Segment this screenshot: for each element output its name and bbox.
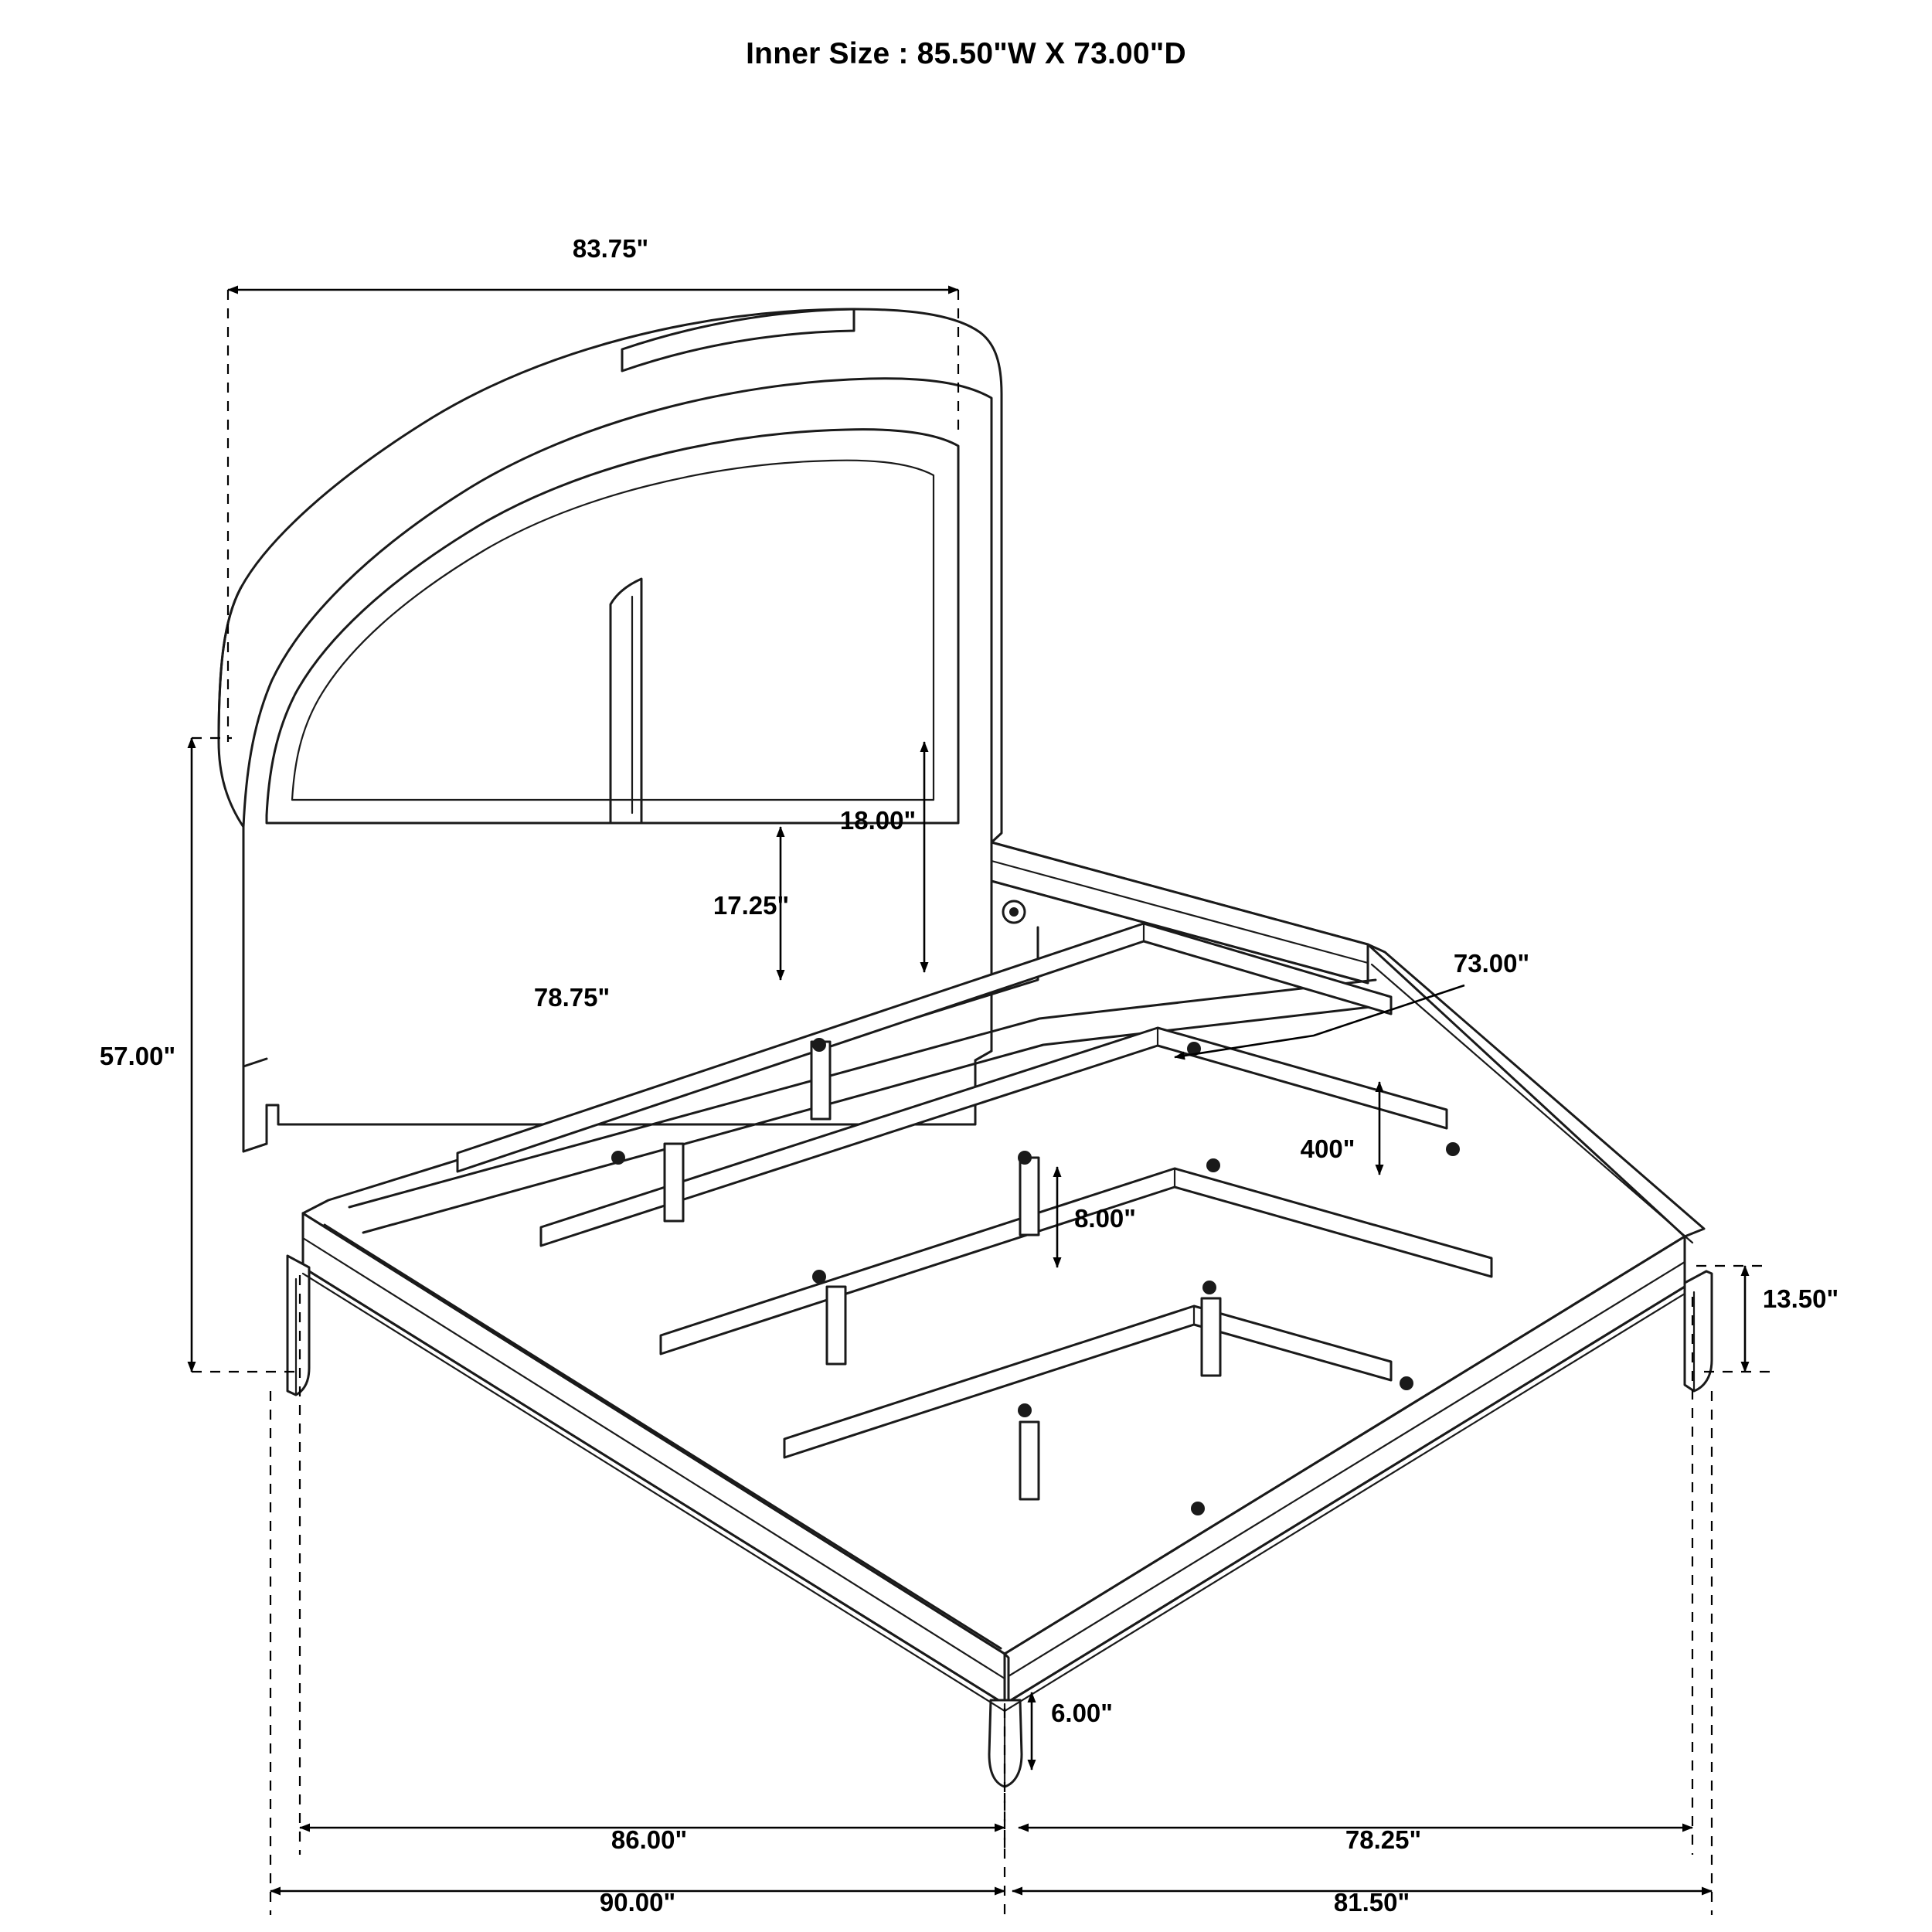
bed-illustration bbox=[219, 309, 1712, 1787]
dimension-headboard-inner bbox=[534, 983, 610, 1012]
dim-label-78-25: 78.25" bbox=[1345, 1825, 1422, 1854]
dimension-side-78-25 bbox=[1019, 1297, 1692, 1855]
dim-label-90-00: 90.00" bbox=[599, 1888, 676, 1917]
dim-label-73-00: 73.00" bbox=[1453, 949, 1530, 978]
dim-label-6-00: 6.00" bbox=[1051, 1699, 1113, 1727]
dim-label-83-75: 83.75" bbox=[572, 234, 649, 263]
dim-label-400: 400" bbox=[1300, 1134, 1355, 1163]
dim-label-81-50: 81.50" bbox=[1333, 1888, 1410, 1917]
dimension-side-86 bbox=[300, 1275, 1005, 1855]
dim-label-18-00: 18.00" bbox=[839, 806, 917, 835]
dim-label-13-50: 13.50" bbox=[1762, 1284, 1839, 1313]
dim-label-17-25: 17.25" bbox=[713, 891, 790, 920]
dim-label-57-00: 57.00" bbox=[99, 1042, 176, 1070]
dim-label-86-00: 86.00" bbox=[611, 1825, 688, 1854]
dim-label-78-75: 78.75" bbox=[533, 983, 611, 1012]
page-title: Inner Size : 85.50"W X 73.00"D bbox=[746, 37, 1186, 70]
dimension-leg-clearance bbox=[1032, 1692, 1113, 1770]
dimension-rail-height bbox=[1696, 1266, 1838, 1372]
dim-label-8-00: 8.00" bbox=[1074, 1204, 1136, 1233]
